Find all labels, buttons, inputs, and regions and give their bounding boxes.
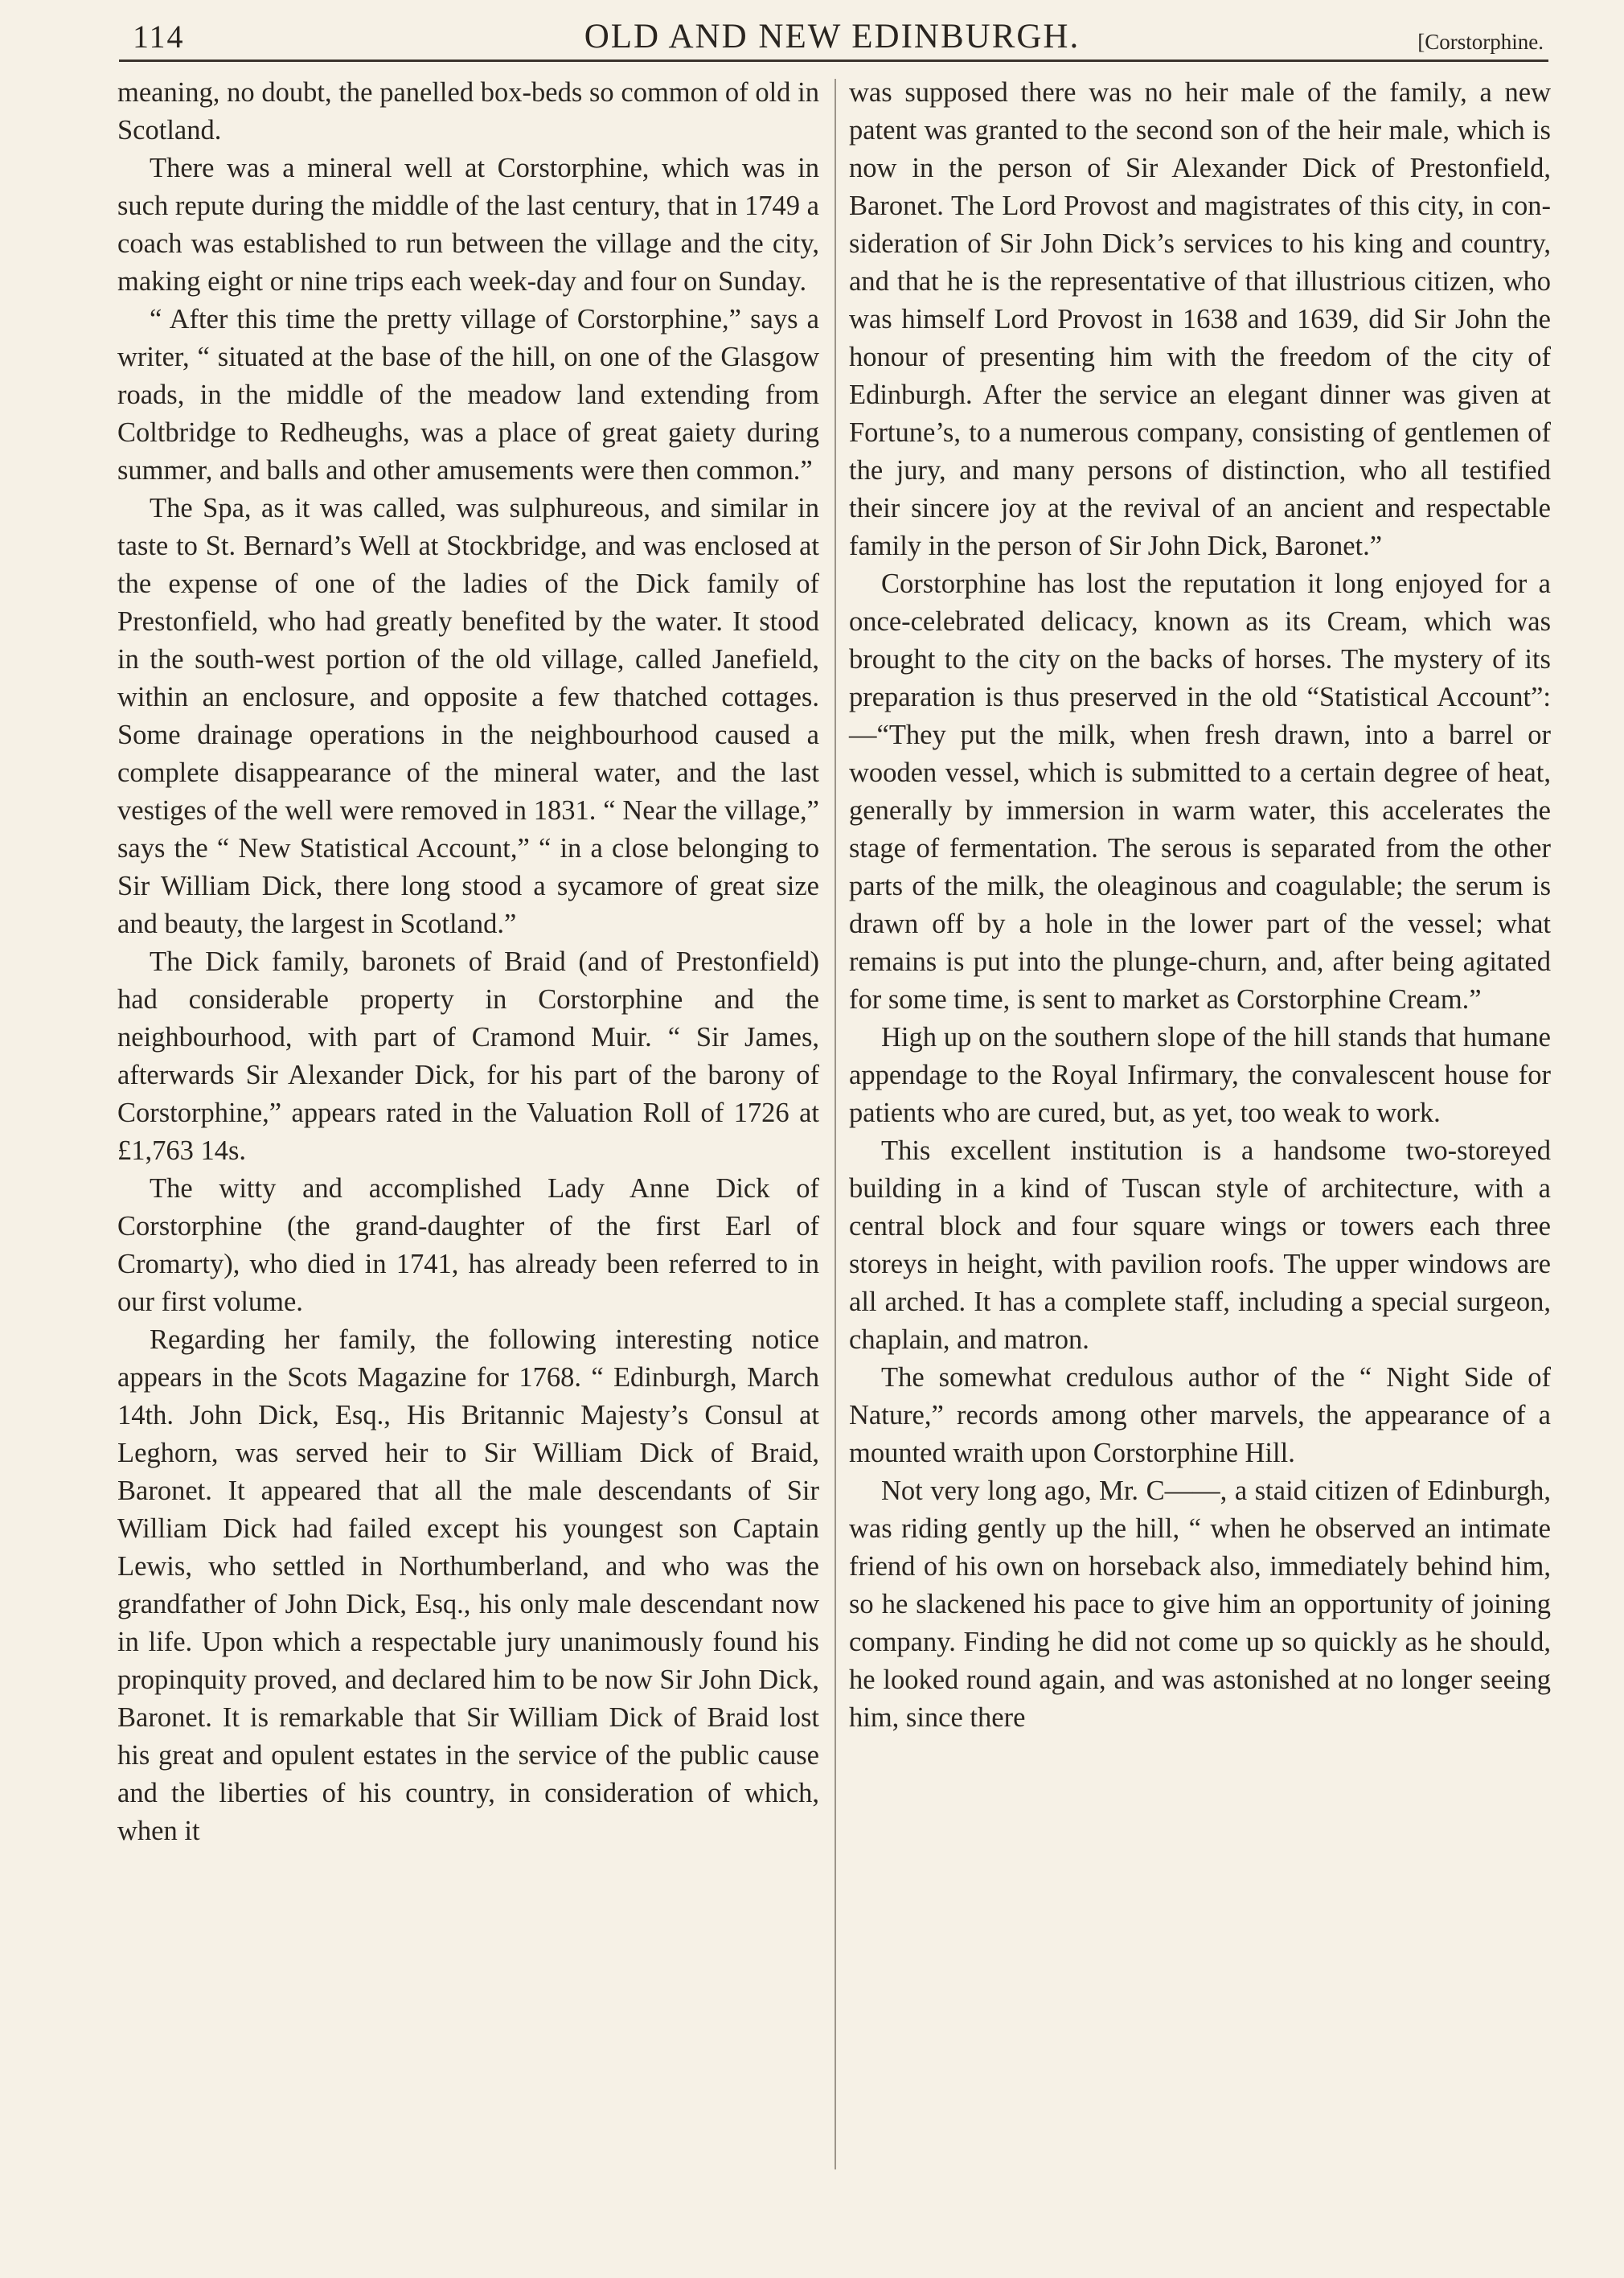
paragraph: Not very long ago, Mr. C——, a staid citizen of Edinburgh, was riding gently up the hill, “ when he observed an intimate friend of his own on horseback also, immediately behind him, so he slackened his pace to give him an opportunity of joining company. Finding he did not come up so quickly as he should, he looked round again, and was astonished at no longer seeing him, since there — [849, 1476, 1551, 1733]
paragraph: Corstorphine has lost the reputation it long enjoyed for a once-celebrated delicacy, known as its Cream, which was brought to the city on the backs of horses. The mystery of its preparation is thus preserved in the old “Statistical Account”:—“They put the milk, when fresh drawn, into a barrel or wooden vessel, which is submitted to a certain degree of heat, generally by immersion in warm water, this accelerates the stage of fermentation. The serous is separated from the other parts of the milk, the oleaginous and coagulable; the serum is drawn off by a hole in the lower part of the vessel; what remains is put into the plunge-churn, and, after being agitated for some time, is sent to market as Corstorphine Cream.” — [849, 568, 1551, 1015]
paragraph: “ After this time the pretty village of Corstorphine,” says a writer, “ situated at the base of the hill, on one of the Glasgow roads, in the middle of the meadow land extending from Coltbridge to Redheughs, was a place of great gaiety during summer, and balls and other amusements were then common.” — [117, 304, 819, 486]
paragraph: was supposed there was no heir male of the family, a new patent was granted to the second son of the heir male, which is now in the person of Sir Alexander Dick of Prestonfield, Baronet. The Lord Provost and magistrates of this city, in consideration of Sir John Dick’s services to his king and country, and that he is the representative of that illustrious citizen, who was himself Lord Provost in 1638 and 1639, did Sir John the honour of presenting him with the freedom of the city of Edinburgh. After the service an elegant dinner was given at Fortune’s, to a numerous company, consisting of gentlemen of the jury, and many persons of distinction, who all testified their sincere joy at the revival of an ancient and respectable family in the person of Sir John Dick, Baronet.” — [849, 77, 1551, 561]
column-divider — [835, 79, 836, 2169]
left-column — [117, 74, 819, 1850]
page-header — [121, 13, 1544, 61]
paragraph: High up on the southern slope of the hill stands that humane appendage to the Royal Infirmary, the convalescent house for patients who are cured, but, as yet, too weak to work. — [849, 1022, 1551, 1128]
header-rule — [119, 60, 1548, 62]
section-tag: [Corstorphine. — [1417, 30, 1544, 54]
running-title: OLD AND NEW EDINBURGH. — [584, 18, 1081, 55]
paragraph: The somewhat credulous author of the “ Night Side of Nature,” records among other marvels, the appearance of a mounted wraith upon Corstorphine Hill. — [849, 1362, 1551, 1468]
right-column — [849, 74, 1551, 1737]
paragraph: This excellent institution is a handsome two-storeyed building in a kind of Tuscan style of architecture, with a central block and four square wings or towers each three storeys in height, with pavilion roofs. The upper windows are all arched. It has a complete staff, including a special surgeon, chaplain, and matron. — [849, 1135, 1551, 1355]
paragraph: The Spa, as it was called, was sulphureous, and similar in taste to St. Bernard’s Well at Stockbridge, and was enclosed at the expense of one of the ladies of the Dick family of Prestonfield, who had greatly benefited by the water. It stood in the south-west portion of the old village, called Janefield, within an enclosure, and opposite a few thatched cottages. Some drainage operations in the neighbourhood caused a complete disappearance of the mineral water, and the last vestiges of the well were removed in 1831. “ Near the village,” says the “ New Statistical Account,” “ in a close belonging to Sir William Dick, there long stood a sycamore of great size and beauty, the largest in Scotland.” — [117, 493, 819, 939]
paragraph: meaning, no doubt, the panelled box-beds so common of old in Scotland. — [117, 77, 819, 146]
paragraph: There was a mineral well at Corstorphine, which was in such repute during the middle of the last century, that in 1749 a coach was established to run between the village and the city, making eight or nine trips each week-day and four on Sunday. — [117, 153, 819, 297]
paragraph: The Dick family, baronets of Braid (and of Prestonfield) had considerable property in Corstorphine and the neighbourhood, with part of Cramond Muir. “ Sir James, afterwards Sir Alexander Dick, for his part of the barony of Corstorphine,” appears rated in the Valuation Roll of 1726 at £1,763 14s. — [117, 946, 819, 1166]
paragraph: The witty and accomplished Lady Anne Dick of Corstorphine (the grand-daughter of the first Earl of Cromarty), who died in 1741, has already been referred to in our first volume. — [117, 1173, 819, 1317]
paragraph: Regarding her family, the following interesting notice appears in the Scots Magazine for 1768. “ Edinburgh, March 14th. John Dick, Esq., His Britannic Majesty’s Consul at Leghorn, was served heir to Sir William Dick of Braid, Baronet. It appeared that all the male descendants of Sir William Dick had failed except his youngest son Captain Lewis, who settled in Northumberland, and who was the grandfather of John Dick, Esq., his only male descendant now in life. Upon which a respectable jury unanimously found his propinquity proved, and declared him to be now Sir John Dick, Baronet. It is remarkable that Sir William Dick of Braid lost his great and opulent estates in the service of the public cause and the liberties of his country, in consideration of which, when it — [117, 1324, 819, 1846]
page-number: 114 — [133, 18, 185, 55]
